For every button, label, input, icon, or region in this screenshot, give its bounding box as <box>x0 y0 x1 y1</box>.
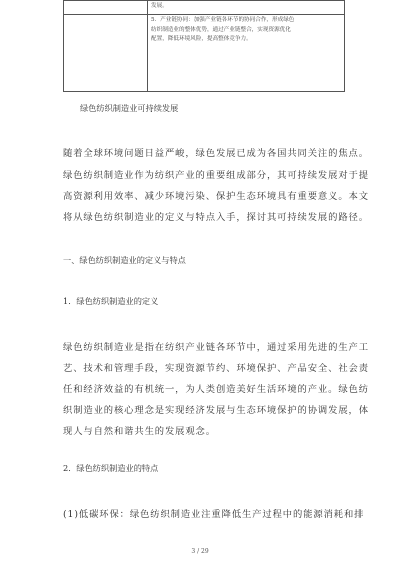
intro-line: 绿色纺织制造业作为纺织产业的重要组成部分，其可持续发展对于提 <box>63 170 369 181</box>
section-heading: 一、绿色纺织制造业的定义与特点 <box>63 255 186 265</box>
table-cell-text: 纺织制造业的整体优势，通过产业链整合，实现资源优化 <box>151 26 291 33</box>
table-cell <box>64 15 148 92</box>
table-cell-text: 5．产业链协同：加强产业链各环节的协同合作，形成绿色 <box>151 17 295 23</box>
definition-line: 织制造业的核心理念是实现经济发展与生态环境保护的协调发展，体 <box>63 405 369 416</box>
intro-line: 将从绿色纺织制造业的定义与特点入手，探讨其可持续发展的路径。 <box>63 212 369 223</box>
intro-line: 随着全球环境问题日益严峻，绿色发展已成为各国共同关注的焦点。 <box>63 148 369 159</box>
table-cell <box>64 1 148 15</box>
table-row <box>64 1 345 15</box>
definition-line: 现人与自然和谐共生的发展观念。 <box>63 426 216 437</box>
feature-line: (1)低碳环保：绿色纺织制造业注重降低生产过程中的能源消耗和排 <box>63 509 365 520</box>
subsection-heading: 1．绿色纺织制造业的定义 <box>63 296 159 306</box>
intro-line: 高资源利用效率、减少环境污染、保护生态环境具有重要意义。本文 <box>63 191 369 202</box>
table-cell <box>148 1 345 15</box>
subsection-heading: 2．绿色纺织制造业的特点 <box>63 463 159 473</box>
table-cell-text: 配置，降低环境风险，提高整体竞争力。 <box>151 36 252 42</box>
definition-line: 绿色纺织制造业是指在纺织产业链各环节中，通过采用先进的生产工 <box>63 342 369 353</box>
definition-line: 艺、技术和管理手段，实现资源节约、环境保护、产品安全、社会责 <box>63 363 369 374</box>
table-row <box>64 15 345 92</box>
table-cell-text: 发展。 <box>151 3 168 9</box>
table-cell <box>148 15 345 92</box>
document-title: 绿色纺织制造业可持续发展 <box>80 103 179 113</box>
table-fragment <box>63 0 345 92</box>
page-number: 3 / 29 <box>191 548 209 555</box>
definition-line: 任和经济效益的有机统一，为人类创造美好生活环境的产业。绿色纺 <box>63 384 369 395</box>
